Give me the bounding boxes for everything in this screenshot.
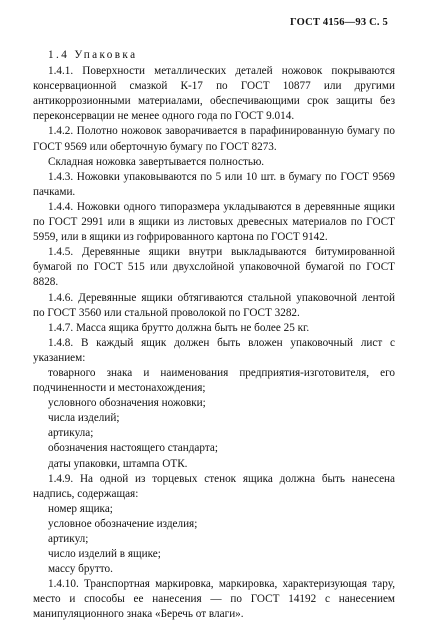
paragraph-1-4-2-note: Складная ножовка завертывается полностью.	[48, 155, 265, 168]
paragraph-1-4-3: 1.4.3. Ножовки упаковываются по 5 или 10 шт. в бумагу по ГОСТ 9569 пачками.	[33, 170, 395, 198]
paragraph-1-4-6: 1.4.6. Деревянные ящики обтягиваются стальной упаковочной лентой по ГОСТ 3560 или стальной проволокой по ГОСТ 3282.	[33, 291, 395, 319]
page-header: ГОСТ 4156—93 С. 5	[289, 17, 388, 28]
paragraph-1-4-10: 1.4.10. Транспортная маркировка, маркировка, характеризующая тару, место и способы ее нанесения — по ГОСТ 14192 с нанесением манипуляционного знака «Беречь от влаги».	[33, 578, 395, 621]
paragraph-1-4-1: 1.4.1. Поверхности металлических деталей ножовок покрываются консервационной смазкой К-17 по ГОСТ 10877 или другими антикоррозионными материалами, обеспечивающими срок защиты без переконсервации не менее одного года по ГОСТ 9.014.	[33, 65, 395, 123]
paragraph-1-4-4: 1.4.4. Ножовки одного типоразмера укладываются в деревянные ящики по ГОСТ 2991 или в ящики из листовых древесных материалов по ГОСТ 5959, или в ящики из гофрированного картона по ГОСТ 9142.	[33, 200, 395, 244]
list-item: условное обозначение изделия;	[48, 517, 198, 530]
paragraph-1-4-2: 1.4.2. Полотно ножовок заворачивается в парафинированную бумагу по ГОСТ 9569 или оберточную бумагу по ГОСТ 8273.	[33, 125, 395, 153]
paragraph-1-4-9: 1.4.9. На одной из торцевых стенок ящика должна быть нанесена надпись, содержащая:	[33, 472, 395, 500]
list-item: даты упаковки, штампа ОТК.	[48, 457, 188, 470]
list-item: номер ящика;	[48, 502, 113, 515]
list-item: массу брутто.	[48, 563, 113, 576]
list-item: артикула;	[48, 427, 94, 440]
paragraph-1-4-5: 1.4.5. Деревянные ящики внутри выкладываются битумированной бумагой по ГОСТ 515 или двухслойной упаковочной бумагой по ГОСТ 8828.	[33, 246, 395, 289]
list-item: товарного знака и наименования предприятия-изготовителя, его подчиненности и местонахождения;	[33, 366, 395, 395]
list-item: артикул;	[48, 533, 89, 545]
list-item: числа изделий;	[48, 412, 120, 425]
section-title: 1.4 Упаковка	[48, 49, 138, 61]
list-item: обозначения настоящего стандарта;	[48, 442, 218, 455]
list-item: число изделий в ящике;	[48, 548, 161, 561]
document-body	[33, 48, 395, 623]
paragraph-1-4-8: 1.4.8. В каждый ящик должен быть вложен упаковочный лист с указанием:	[33, 336, 395, 364]
list-item: условного обозначения ножовки;	[48, 397, 206, 410]
paragraph-1-4-7: 1.4.7. Масса ящика брутто должна быть не более 25 кг.	[48, 321, 310, 334]
